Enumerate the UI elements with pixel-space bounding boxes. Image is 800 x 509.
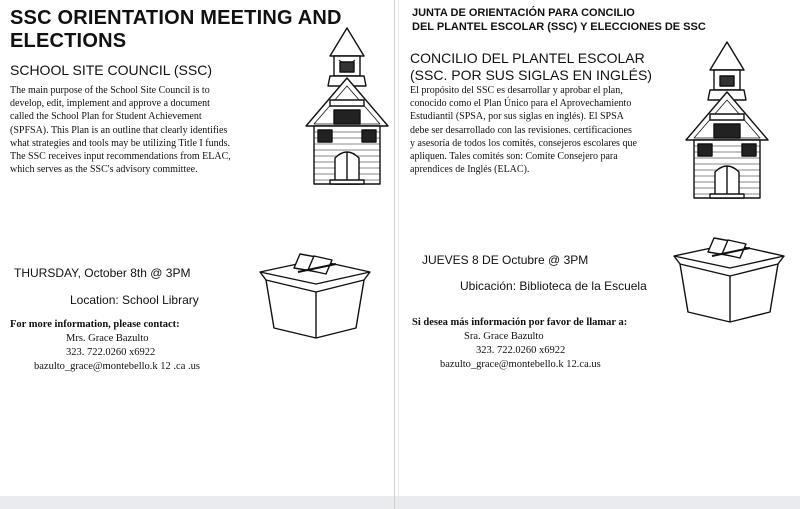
spanish-body xyxy=(410,84,680,176)
spanish-body-line: aprendices de Inglés (ELAC). xyxy=(410,164,530,176)
spanish-contact-email: bazulto_grace@montebello.k 12.ca.us xyxy=(440,359,601,370)
ballot-box-icon xyxy=(256,250,374,340)
english-body-line: The SSC receives input recommendations from ELAC, xyxy=(10,151,231,163)
spanish-contact-heading: Si desea más información por favor de llamar a: xyxy=(412,317,628,328)
spanish-location: Ubicación: Biblioteca de la Escuela xyxy=(460,279,647,293)
spanish-contact-name: Sra. Grace Bazulto xyxy=(464,331,544,342)
spanish-body-line: apliquen. Tales comités son: Comite Consejero para xyxy=(410,151,618,163)
english-body-line: develop, edit, implement and approve a document xyxy=(10,98,210,110)
english-body xyxy=(10,84,300,176)
spanish-body-line: debe ser desarrollado con las revisiones. certificaciones xyxy=(410,124,632,136)
spanish-contact-phone: 323. 722.0260 x6922 xyxy=(476,345,566,356)
english-body-line: (SPFSA). This Plan is an outline that clearly identifies xyxy=(10,124,228,136)
english-contact-name: Mrs. Grace Bazulto xyxy=(66,333,149,344)
spanish-body-line: conocido como el Plan Único para el Aprovechamiento xyxy=(410,98,632,110)
english-contact xyxy=(10,318,200,374)
english-title xyxy=(10,7,342,53)
spanish-council-heading xyxy=(410,50,652,84)
spanish-body-line: Estudiantil (SPSA, por sus siglas en inglés). El SPSA xyxy=(410,111,624,123)
schoolhouse-icon xyxy=(304,26,390,186)
english-title-line2: ELECTIONS xyxy=(10,30,127,52)
spanish-title xyxy=(412,6,706,34)
english-contact-email: bazulto_grace@montebello.k 12 .ca .us xyxy=(34,361,200,372)
english-location: Location: School Library xyxy=(70,293,199,307)
english-body-line: called the School Plan for Student Achievement xyxy=(10,111,202,123)
spanish-date: JUEVES 8 DE Octubre @ 3PM xyxy=(422,253,589,267)
english-contact-phone: 323. 722.0260 x6922 xyxy=(66,347,156,358)
page-bottom-strip xyxy=(0,496,800,509)
english-title-line1: SSC ORIENTATION MEETING AND xyxy=(10,7,342,29)
english-council-heading: SCHOOL SITE COUNCIL (SSC) xyxy=(10,62,212,78)
ballot-box-icon xyxy=(670,234,788,324)
english-body-line: what strategies and tools may be utilizing Title I funds. xyxy=(10,137,230,149)
schoolhouse-icon xyxy=(684,40,770,200)
english-date: THURSDAY, October 8th @ 3PM xyxy=(14,266,191,280)
center-fold-shadow xyxy=(398,0,399,509)
spanish-title-line1: JUNTA DE ORIENTACIÓN PARA CONCILIO xyxy=(412,7,635,19)
english-body-line: which serves as the SSC's advisory committee. xyxy=(10,164,198,176)
spanish-title-line2: DEL PLANTEL ESCOLAR (SSC) Y ELECCIONES DE SSC xyxy=(412,21,706,33)
spanish-body-line: El propósito del SSC es desarrollar y aprobar el plan, xyxy=(410,85,623,96)
center-fold-line xyxy=(394,0,395,509)
english-contact-heading: For more information, please contact: xyxy=(10,319,180,330)
spanish-council-heading-line1: CONCILIO DEL PLANTEL ESCOLAR xyxy=(410,50,645,66)
english-body-line: The main purpose of the School Site Council is to xyxy=(10,85,210,96)
spanish-council-heading-line2: (SSC. POR SUS SIGLAS EN INGLÉS) xyxy=(410,67,652,83)
spanish-contact xyxy=(412,316,627,372)
spanish-body-line: y asesoría de todos los comités, consejeros escolares que xyxy=(410,137,637,149)
